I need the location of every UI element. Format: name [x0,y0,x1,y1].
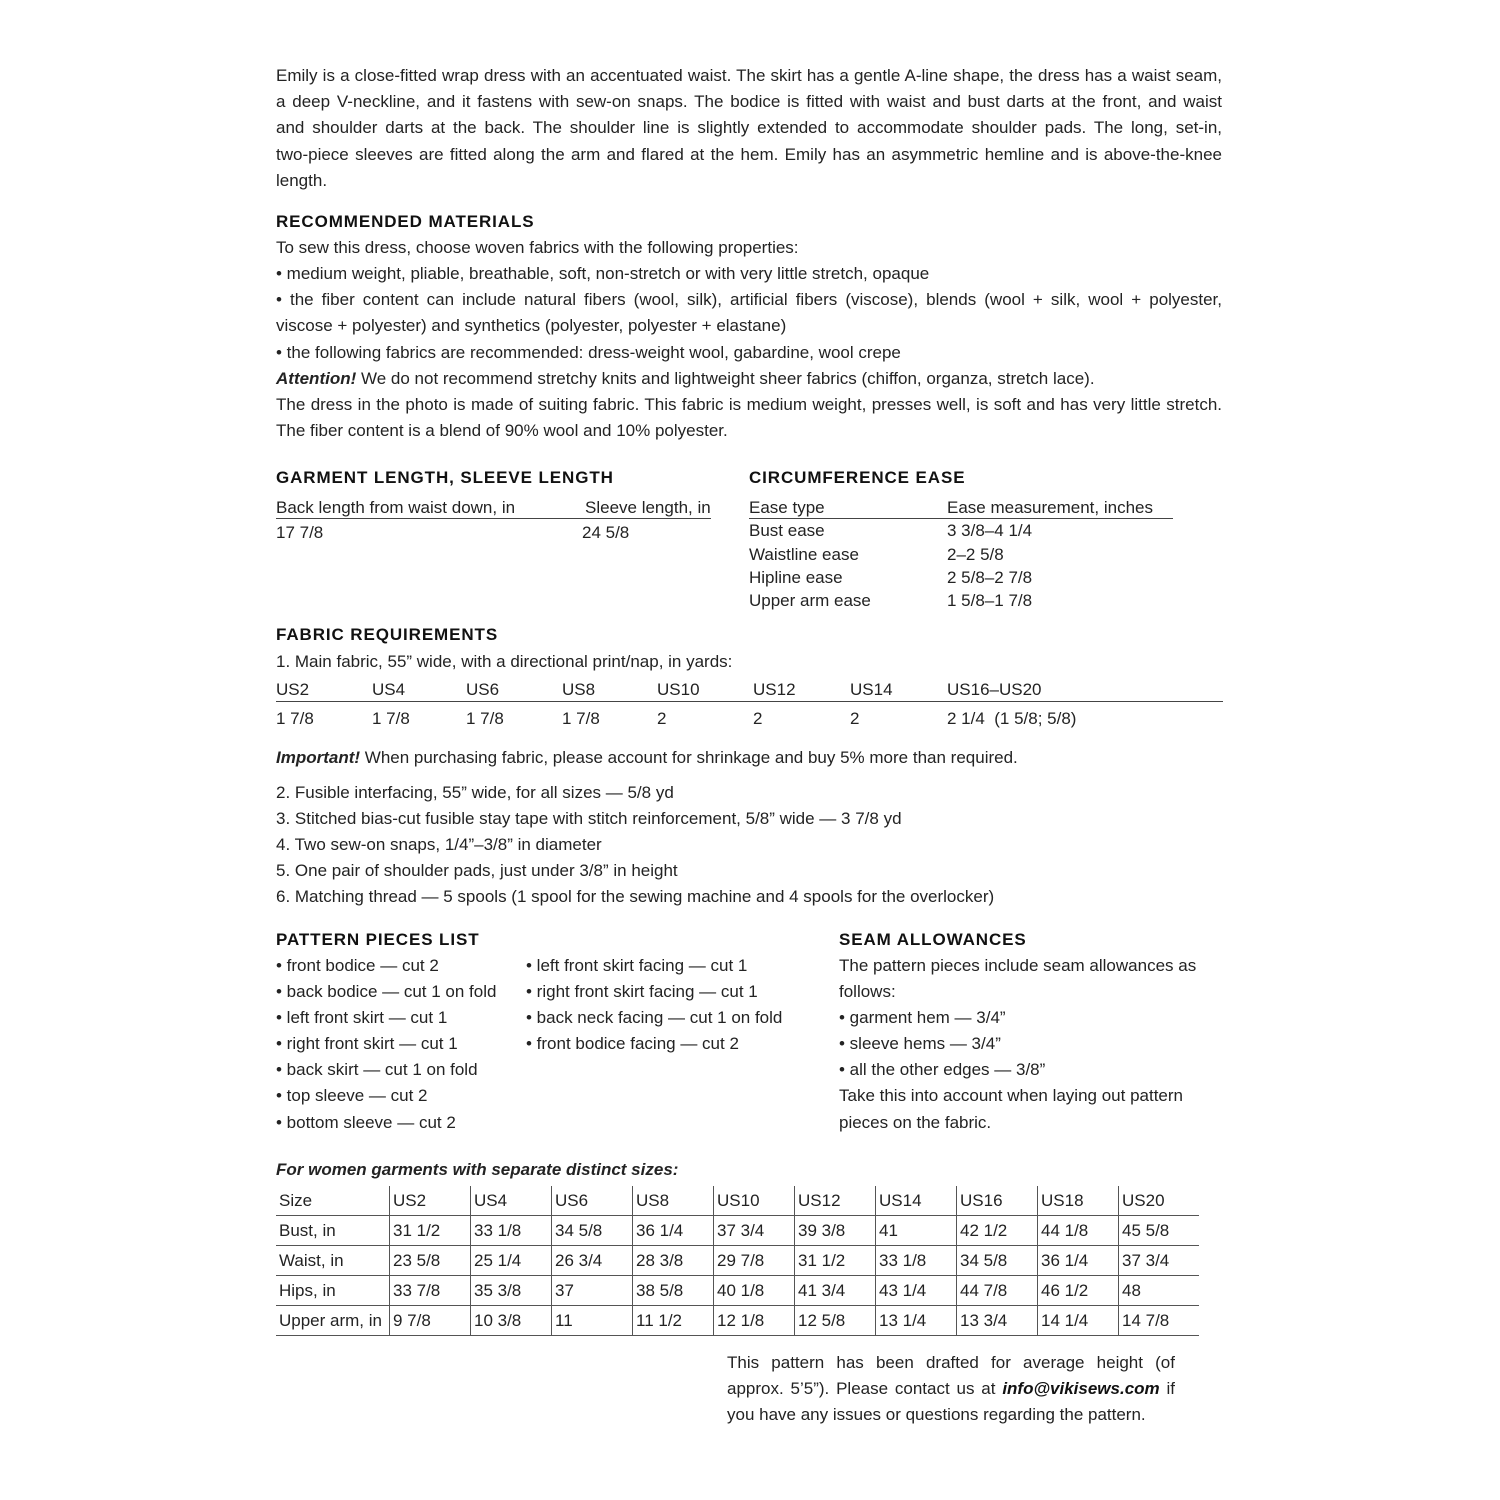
notion-item: 6. Matching thread — 5 spools (1 spool for the sewing machine and 4 spools for the overlocker) [276,887,995,906]
size-chart-cell: 46 1/2 [1038,1276,1119,1306]
size-chart-header-cell: US10 [714,1186,795,1216]
fabric-heading: FABRIC REQUIREMENTS [276,625,499,644]
fabric-amount: 2 1/4 (1 5/8; 5/8) [947,709,1077,728]
size-chart-cell: 11 1/2 [633,1306,714,1336]
intro-line: Emily is a close-fitted wrap dress with an accentuated waist. The skirt has a gentle A-line shape, the dress has a waist seam, [276,66,1222,85]
size-chart-cell: 13 1/4 [876,1306,957,1336]
size-chart-cell: 48 [1119,1276,1200,1306]
fabric-amount: 2 [657,709,667,728]
piece-item: • bottom sleeve — cut 2 [276,1113,456,1132]
size-chart-cell: 13 3/4 [957,1306,1038,1336]
photo-fabric-note: The dress in the photo is made of suiting fabric. This fabric is medium weight, presses well, is soft and has very little stretch. [276,395,1222,414]
ease-type: Bust ease [749,521,825,540]
ease-heading: CIRCUMFERENCE EASE [749,468,966,487]
seams-line: The pattern pieces include seam allowances as [839,956,1197,975]
fabric-amount: 2 [850,709,860,728]
footer-line [727,1376,1175,1402]
pieces-heading: PATTERN PIECES LIST [276,930,480,949]
ease-type: Waistline ease [749,545,859,564]
ease-type: Hipline ease [749,568,843,587]
table-row [276,1216,1199,1246]
seams-line: • garment hem — 3/4” [839,1008,1006,1027]
attention-label: Attention! [276,369,357,388]
intro-line: two-piece sleeves are fitted along the arm and flared at the hem. Emily has an asymmetric hemline and is above-the-knee [276,144,1222,164]
size-chart-header-cell: US6 [552,1186,633,1216]
size-chart-cell: 34 5/8 [552,1216,633,1246]
intro-paragraph [276,63,1222,194]
attention-text: We do not recommend stretchy knits and lightweight sheer fabrics (chiffon, organza, stretch lace). [356,369,1095,388]
size-chart-cell: 14 7/8 [1119,1306,1200,1336]
important-note [276,745,1018,771]
intro-line: length. [276,170,328,190]
ease-type-header: Ease type [749,498,825,517]
size-chart-title: For women garments with separate distinct sizes: [276,1160,679,1179]
size-chart-cell: 41 3/4 [795,1276,876,1306]
materials-bullet: • the following fabrics are recommended: dress-weight wool, gabardine, wool crepe [276,343,901,362]
ease-value: 2–2 5/8 [947,545,1004,564]
fabric-amount: 1 7/8 [562,709,600,728]
size-chart-cell: 14 1/4 [1038,1306,1119,1336]
size-chart-cell: 29 7/8 [714,1246,795,1276]
fabric-size: US4 [372,680,406,699]
size-chart-cell: 45 5/8 [1119,1216,1200,1246]
size-chart-cell: 12 5/8 [795,1306,876,1336]
size-chart-header-cell: US14 [876,1186,957,1216]
intro-line: a deep V-neckline, and it fastens with sew-on snaps. The bodice is fitted with waist and bust darts at the front, and waist [276,92,1222,112]
notion-item: 4. Two sew-on snaps, 1/4”–3/8” in diameter [276,835,602,854]
fabric-size: US2 [276,680,310,699]
footer-text: approx. 5’5”). Please contact us at [727,1379,1003,1399]
fabric-size: US10 [657,680,700,699]
size-chart-header-cell: US18 [1038,1186,1119,1216]
fabric-size: US14 [850,680,893,699]
size-chart-header-cell: US16 [957,1186,1038,1216]
piece-item: • left front skirt — cut 1 [276,1008,448,1027]
notion-item: 2. Fusible interfacing, 55” wide, for all sizes — 5/8 yd [276,783,674,802]
fabric-size: US6 [466,680,500,699]
size-chart-header-cell: US2 [390,1186,471,1216]
fabric-amount: 1 7/8 [372,709,410,728]
size-chart-cell: 44 7/8 [957,1276,1038,1306]
size-chart-cell: 36 1/4 [633,1216,714,1246]
back-length-value: 17 7/8 [276,523,324,542]
fabric-amount: 1 7/8 [276,709,314,728]
fabric-size: US16–US20 [947,680,1042,699]
seams-line: follows: [839,982,896,1001]
ease-type: Upper arm ease [749,591,871,610]
size-chart-cell: 42 1/2 [957,1216,1038,1246]
size-chart-cell: 37 [552,1276,633,1306]
footer-line: This pattern has been drafted for average height (of [727,1353,1175,1372]
ease-value: 3 3/8–4 1/4 [947,521,1033,540]
attention-note [276,366,1095,392]
materials-bullet: • the fiber content can include natural fibers (wool, silk), artificial fibers (viscose), blends (wool + silk, wool + polyester, [276,290,1222,309]
important-text: When purchasing fabric, please account for shrinkage and buy 5% more than required. [360,748,1018,767]
ease-value: 2 5/8–2 7/8 [947,568,1033,587]
materials-heading: RECOMMENDED MATERIALS [276,212,535,231]
fabric-amount: 2 [753,709,763,728]
piece-item: • right front skirt facing — cut 1 [526,982,758,1001]
lengths-heading: GARMENT LENGTH, SLEEVE LENGTH [276,468,614,487]
piece-item: • front bodice facing — cut 2 [526,1034,739,1053]
size-chart-cell: 28 3/8 [633,1246,714,1276]
size-chart-cell: 10 3/8 [471,1306,552,1336]
size-chart-cell: 37 3/4 [1119,1246,1200,1276]
important-label: Important! [276,748,361,767]
size-chart-cell: 12 1/8 [714,1306,795,1336]
footer-line: you have any issues or questions regarding the pattern. [727,1405,1146,1425]
size-chart-header-row [276,1186,1199,1216]
size-chart-cell: 25 1/4 [471,1246,552,1276]
size-chart-row-label: Bust, in [276,1216,390,1246]
notion-item: 5. One pair of shoulder pads, just under 3/8” in height [276,861,678,880]
size-chart-cell: 38 5/8 [633,1276,714,1306]
size-chart-cell: 26 3/4 [552,1246,633,1276]
size-chart-header-cell: US12 [795,1186,876,1216]
footer-text: if [1159,1379,1175,1399]
table-row [276,1246,1199,1276]
size-chart-cell: 33 7/8 [390,1276,471,1306]
sleeve-length-value: 24 5/8 [582,523,630,542]
seams-line: • sleeve hems — 3/4” [839,1034,1001,1053]
size-chart-cell: 9 7/8 [390,1306,471,1336]
back-length-header: Back length from waist down, in [276,498,516,517]
materials-bullet-continued: viscose + polyester) and synthetics (polyester, polyester + elastane) [276,316,787,335]
seams-line: pieces on the fabric. [839,1113,992,1132]
size-chart-header-cell: US20 [1119,1186,1200,1216]
size-chart-header-cell: US4 [471,1186,552,1216]
footer-note [727,1350,1175,1429]
piece-item: • top sleeve — cut 2 [276,1086,428,1105]
seams-line: Take this into account when laying out pattern [839,1086,1183,1105]
piece-item: • back skirt — cut 1 on fold [276,1060,478,1079]
fabric-size: US8 [562,680,596,699]
lengths-header-rule [276,518,711,519]
size-chart-cell: 35 3/8 [471,1276,552,1306]
size-chart-cell: 40 1/8 [714,1276,795,1306]
piece-item: • back neck facing — cut 1 on fold [526,1008,783,1027]
size-chart-cell: 33 1/8 [876,1246,957,1276]
piece-item: • back bodice — cut 1 on fold [276,982,497,1001]
ease-value: 1 5/8–1 7/8 [947,591,1033,610]
size-chart-cell: 43 1/4 [876,1276,957,1306]
size-chart-row-label: Upper arm, in [276,1306,390,1336]
size-chart-row-label: Waist, in [276,1246,390,1276]
seams-heading: SEAM ALLOWANCES [839,930,1027,949]
piece-item: • front bodice — cut 2 [276,956,439,975]
materials-bullet: • medium weight, pliable, breathable, soft, non-stretch or with very little stretch, opaque [276,264,930,283]
size-chart-cell: 39 3/8 [795,1216,876,1246]
fabric-amount: 1 7/8 [466,709,504,728]
size-chart-row-label: Hips, in [276,1276,390,1306]
table-row [276,1306,1199,1336]
size-chart-table [276,1186,1199,1336]
fabric-size: US12 [753,680,796,699]
size-chart-cell: 31 1/2 [390,1216,471,1246]
sleeve-length-header: Sleeve length, in [585,498,711,517]
intro-line: and shoulder darts at the back. The shoulder line is slightly extended to accommodate shoulder pads. The long, set-in, [276,118,1222,138]
materials-intro: To sew this dress, choose woven fabrics with the following properties: [276,238,799,257]
size-chart-header-cell: Size [276,1186,390,1216]
table-row [276,1276,1199,1306]
size-chart-cell: 34 5/8 [957,1246,1038,1276]
size-chart-cell: 36 1/4 [1038,1246,1119,1276]
seams-line: • all the other edges — 3/8” [839,1060,1046,1079]
photo-fabric-note: The fiber content is a blend of 90% wool and 10% polyester. [276,421,728,440]
fabric-table-rule [276,701,1223,702]
piece-item: • right front skirt — cut 1 [276,1034,458,1053]
ease-measurement-header: Ease measurement, inches [947,498,1153,517]
size-chart-cell: 11 [552,1306,633,1336]
main-fabric-label: 1. Main fabric, 55” wide, with a directional print/nap, in yards: [276,652,733,671]
contact-email-link[interactable]: info@vikisews.com [1002,1379,1160,1399]
size-chart-cell: 31 1/2 [795,1246,876,1276]
size-chart-cell: 44 1/8 [1038,1216,1119,1246]
size-chart-cell: 37 3/4 [714,1216,795,1246]
notion-item: 3. Stitched bias-cut fusible stay tape with stitch reinforcement, 5/8” wide — 3 7/8 yd [276,809,902,828]
size-chart-header-cell: US8 [633,1186,714,1216]
size-chart-cell: 41 [876,1216,957,1246]
size-chart-cell: 23 5/8 [390,1246,471,1276]
piece-item: • left front skirt facing — cut 1 [526,956,748,975]
size-chart-cell: 33 1/8 [471,1216,552,1246]
